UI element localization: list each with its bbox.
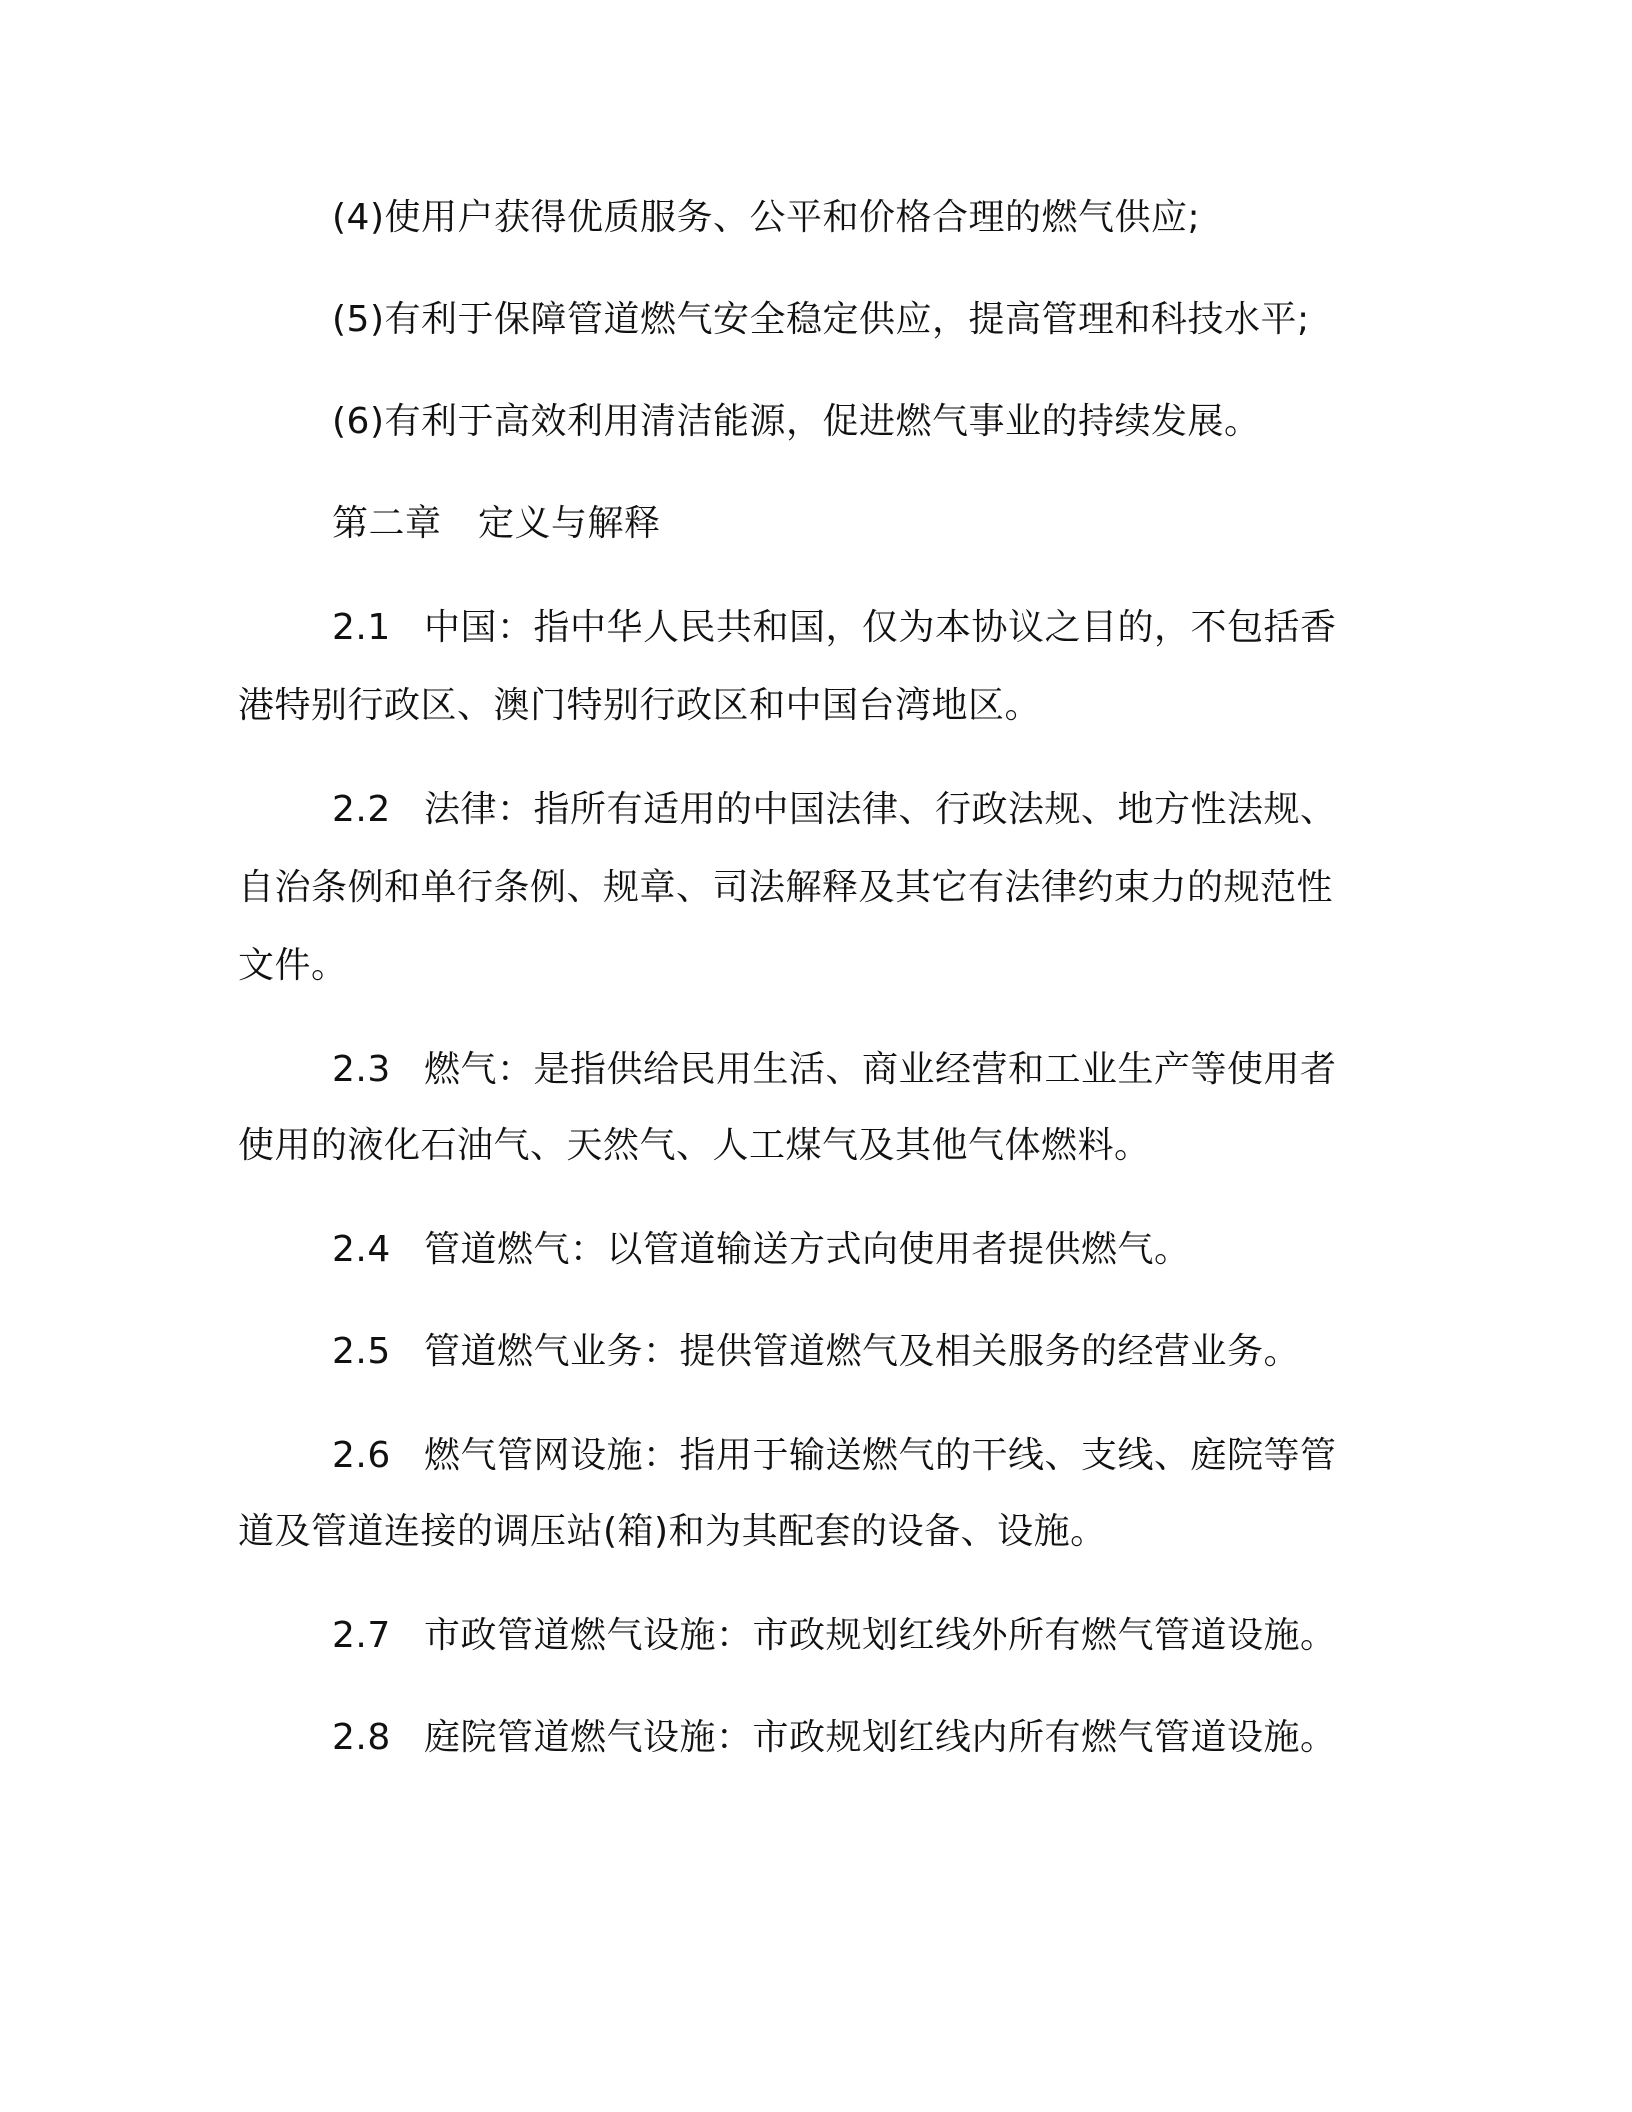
definition-text: 法律：指所有适用的中国法律、行政法规、地方性法规、	[424, 789, 1337, 830]
definition-2-2-first-line	[332, 788, 1337, 832]
definition-2-1-continuation: 港特别行政区、澳门特别行政区和中国台湾地区。	[238, 685, 1042, 726]
definition-number: 2.2	[332, 789, 391, 830]
definition-number: 2.5	[332, 1331, 391, 1372]
definition-text: 市政管道燃气设施：市政规划红线外所有燃气管道设施。	[424, 1615, 1337, 1656]
definition-number: 2.7	[332, 1615, 391, 1656]
definition-2-8	[332, 1716, 1337, 1760]
definition-number: 2.1	[332, 607, 391, 648]
list-item-6: (6)有利于高效利用清洁能源，促进燃气事业的持续发展。	[332, 401, 1261, 442]
definition-2-2-continuation: 文件。	[238, 945, 348, 986]
definition-2-2-continuation: 自治条例和单行条例、规章、司法解释及其它有法律约束力的规范性	[238, 867, 1334, 908]
definition-2-5	[332, 1330, 1300, 1374]
chapter-heading: 第二章 定义与解释	[332, 503, 661, 544]
definition-2-3-continuation: 使用的液化石油气、天然气、人工煤气及其他气体燃料。	[238, 1125, 1151, 1166]
definition-number: 2.4	[332, 1229, 391, 1270]
definition-text: 庭院管道燃气设施：市政规划红线内所有燃气管道设施。	[424, 1717, 1337, 1758]
definition-text: 中国：指中华人民共和国，仅为本协议之目的，不包括香	[424, 607, 1337, 648]
definition-2-6-continuation: 道及管道连接的调压站(箱)和为其配套的设备、设施。	[238, 1511, 1107, 1552]
definition-2-1-first-line	[332, 606, 1337, 650]
definition-text: 管道燃气：以管道输送方式向使用者提供燃气。	[424, 1229, 1191, 1270]
definition-2-7	[332, 1614, 1337, 1658]
definition-number: 2.6	[332, 1435, 391, 1476]
definition-2-3-first-line	[332, 1048, 1337, 1092]
definition-text: 燃气管网设施：指用于输送燃气的干线、支线、庭院等管	[424, 1435, 1337, 1476]
list-item-4: (4)使用户获得优质服务、公平和价格合理的燃气供应;	[332, 197, 1201, 238]
definition-2-4	[332, 1228, 1191, 1272]
definition-number: 2.3	[332, 1049, 391, 1090]
definition-text: 管道燃气业务：提供管道燃气及相关服务的经营业务。	[424, 1331, 1301, 1372]
list-item-5: (5)有利于保障管道燃气安全稳定供应，提高管理和科技水平;	[332, 299, 1310, 340]
definition-2-6-first-line	[332, 1434, 1337, 1478]
definition-number: 2.8	[332, 1717, 391, 1758]
definition-text: 燃气：是指供给民用生活、商业经营和工业生产等使用者	[424, 1049, 1337, 1090]
